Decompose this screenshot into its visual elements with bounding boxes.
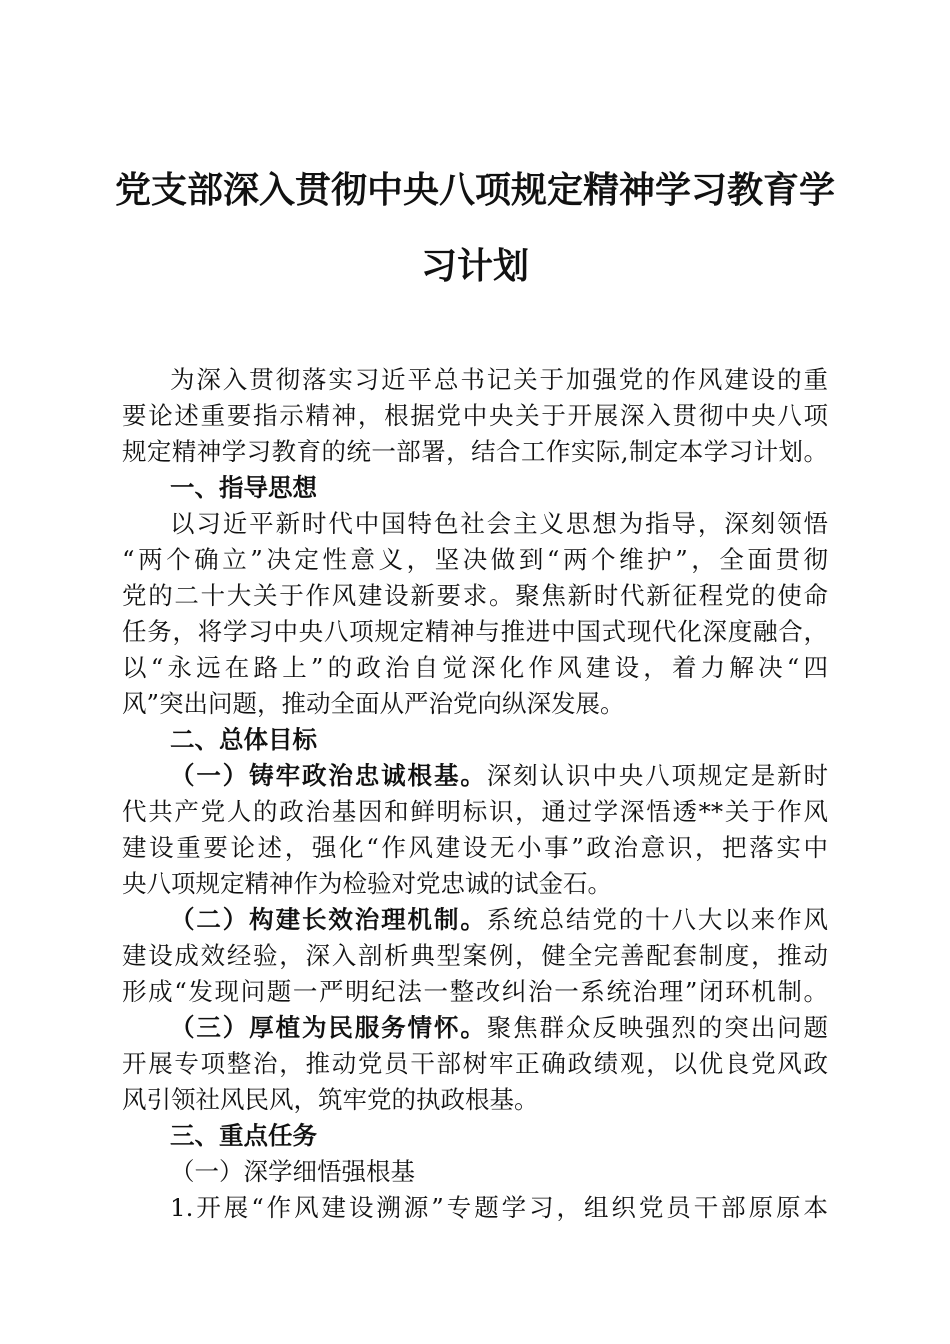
task-subheading-1: （一）深学细悟强根基 — [170, 1157, 415, 1186]
section1-line-2: “两个确立”决定性意义，坚决做到“两个维护”，全面贯彻 — [122, 545, 828, 574]
section1-line-4: 任务，将学习中央八项规定精神与推进中国式现代化深度融合， — [122, 617, 828, 646]
document-title-line-2: 习计划 — [420, 245, 529, 287]
goal1-first-line — [170, 758, 828, 794]
goal1-lead: （一）铸牢政治忠诚根基。 — [170, 761, 487, 790]
intro-line-3: 规定精神学习教育的统一部署，结合工作实际,制定本学习计划。 — [122, 437, 828, 466]
intro-line-2: 要论述重要指示精神，根据党中央关于开展深入贯彻中央八项 — [122, 401, 828, 430]
task-item-1: 1.开展“作风建设溯源”专题学习，组织党员干部原原本 — [170, 1193, 828, 1222]
section1-line-5: 以“永远在路上”的政治自觉深化作风建设，着力解决“四 — [122, 653, 828, 682]
goal3-line-2: 开展专项整治，推动党员干部树牢正确政绩观，以优良党风政 — [122, 1049, 828, 1078]
section1-line-3: 党的二十大关于作风建设新要求。聚焦新时代新征程党的使命 — [122, 581, 828, 610]
document-title-line-1: 党支部深入贯彻中央八项规定精神学习教育学 — [114, 169, 835, 211]
goal2-first-line — [170, 902, 828, 938]
goal2-line-2: 建设成效经验，深入剖析典型案例，健全完善配套制度，推动 — [122, 941, 828, 970]
goal1-line-2: 代共产党人的政治基因和鲜明标识，通过学深悟透**关于作风 — [122, 797, 828, 826]
section1-line-6: 风”突出问题，推动全面从严治党向纵深发展。 — [122, 689, 625, 718]
goal3-line-3: 风引领社风民风，筑牢党的执政根基。 — [122, 1085, 539, 1114]
section-heading-key-tasks: 三、重点任务 — [170, 1121, 317, 1150]
goal3-first-line — [170, 1010, 828, 1046]
goal1-line-4: 央八项规定精神作为检验对党忠诚的试金石。 — [122, 869, 612, 898]
intro-line-1: 为深入贯彻落实习近平总书记关于加强党的作风建设的重 — [170, 365, 828, 394]
goal3-lead: （三）厚植为民服务情怀。 — [170, 1013, 487, 1042]
section1-line-1: 以习近平新时代中国特色社会主义思想为指导，深刻领悟 — [170, 509, 828, 538]
goal2-lead: （二）构建长效治理机制。 — [170, 905, 487, 934]
goal2-rest: 系统总结党的十八大以来作风 — [486, 905, 828, 934]
goal1-line-3: 建设重要论述，强化“作风建设无小事”政治意识，把落实中 — [122, 833, 828, 862]
goal1-rest: 深刻认识中央八项规定是新时 — [486, 761, 828, 790]
goal3-rest: 聚焦群众反映强烈的突出问题 — [486, 1013, 828, 1042]
section-heading-overall-goals: 二、总体目标 — [170, 725, 317, 754]
goal2-line-3: 形成“发现问题一严明纪法一整改纠治一系统治理”闭环机制。 — [122, 977, 828, 1006]
section-heading-guiding-thought: 一、指导思想 — [170, 473, 317, 502]
